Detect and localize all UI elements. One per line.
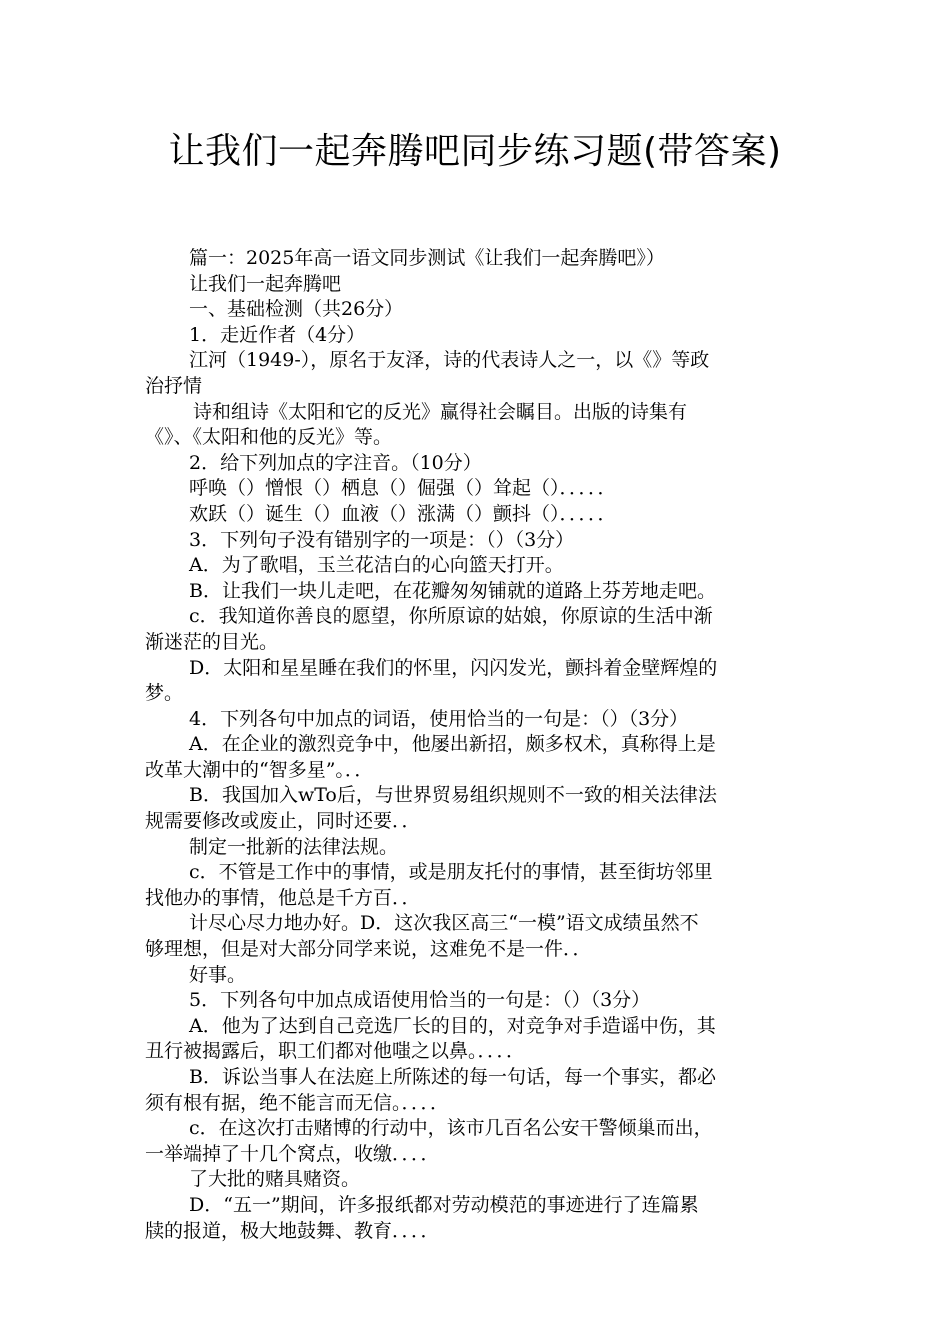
text-line: 治抒情	[145, 374, 203, 397]
text-line: D．太阳和星星睡在我们的怀里，闪闪发光，颤抖着金壁辉煌的	[189, 656, 718, 679]
text-line: 好事。	[189, 963, 247, 986]
text-line: 4．下列各句中加点的词语，使用恰当的一句是：（）（3分）	[189, 707, 689, 730]
text-line: c．我知道你善良的愿望，你所原谅的姑娘，你原谅的生活中渐	[189, 605, 713, 628]
text-line: 让我们一起奔腾吧	[189, 272, 342, 295]
text-line: 须有根有据，绝不能言而无信。．．．．	[145, 1091, 450, 1114]
text-line: 梦。	[145, 682, 184, 705]
text-line: 一举端掉了十几个窝点，收缴．．．．	[145, 1142, 440, 1165]
text-line: B．诉讼当事人在法庭上所陈述的每一句话，每一个事实，都必	[189, 1066, 716, 1088]
text-line: 够理想，但是对大部分同学来说，这难免不是一件．．	[145, 938, 592, 961]
text-line: 丑行被揭露后，职工们都对他嗤之以鼻。．．．．	[145, 1040, 526, 1063]
text-line: 找他办的事情，他总是千方百．．	[145, 886, 421, 909]
text-line: A．在企业的激烈竞争中，他屡出新招，颇多权术，真称得上是	[189, 733, 716, 756]
text-line: c．在这次打击赌博的行动中，该市几百名公安干警倾巢而出，	[189, 1117, 713, 1140]
text-line: 5．下列各句中加点成语使用恰当的一句是：（）（3分）	[189, 989, 651, 1012]
text-line: 了大批的赌具赌资。	[189, 1168, 361, 1191]
text-line: A．他为了达到自己竞选厂长的目的，对竞争对手造谣中伤，其	[189, 1014, 716, 1037]
text-line: 江河（1949-），原名于友泽，诗的代表诗人之一，以《》等政	[189, 349, 710, 372]
text-line: B．我国加入wTo后，与世界贸易组织规则不一致的相关法律法	[189, 784, 717, 807]
document-title: 让我们一起奔腾吧同步练习题(带答案)	[168, 131, 782, 172]
text-line: 计尽心尽力地办好。D．这次我区高三“一模”语文成绩虽然不	[189, 912, 699, 935]
text-line: 1．走近作者（4分）	[189, 323, 366, 346]
text-line: D．“五一”期间，许多报纸都对劳动模范的事迹进行了连篇累	[189, 1193, 699, 1216]
text-line: A．为了歌唱，玉兰花洁白的心向篮天打开。	[189, 554, 564, 577]
text-line: 规需要修改或废止，同时还要．．	[145, 810, 421, 833]
text-line: 欢跃（）诞生（）血液（）涨满（）颤抖（）．．．．．	[189, 502, 617, 525]
text-line: 篇一：2025年高一语文同步测试《让我们一起奔腾吧》）	[189, 247, 665, 269]
document-body	[145, 246, 807, 1244]
text-line: 2．给下列加点的字注音。（10分）	[189, 451, 482, 474]
text-line: 《》、《太阳和他的反光》等。	[145, 426, 393, 449]
text-line: 渐迷茫的目光。	[145, 630, 279, 653]
text-line: 呼唤（）憎恨（）栖息（）倔强（）耸起（）．．．．．	[189, 477, 617, 500]
text-line: 制定一批新的法律法规。	[189, 835, 399, 858]
text-line: 诗和组诗《太阳和它的反光》赢得社会瞩目。出版的诗集有	[193, 400, 688, 423]
text-line: 3．下列句子没有错别字的一项是：（）（3分）	[189, 528, 575, 551]
text-line: B．让我们一块儿走吧，在花瓣匆匆铺就的道路上芬芳地走吧。	[189, 579, 716, 602]
text-line: c．不管是工作中的事情，或是朋友托付的事情，甚至街坊邻里	[189, 861, 713, 884]
text-line: 改革大潮中的“智多星”。．．	[145, 758, 374, 781]
text-line: 一、基础检测（共26分）	[189, 298, 404, 321]
text-line: 牍的报道，极大地鼓舞、教育．．．．	[145, 1219, 440, 1242]
